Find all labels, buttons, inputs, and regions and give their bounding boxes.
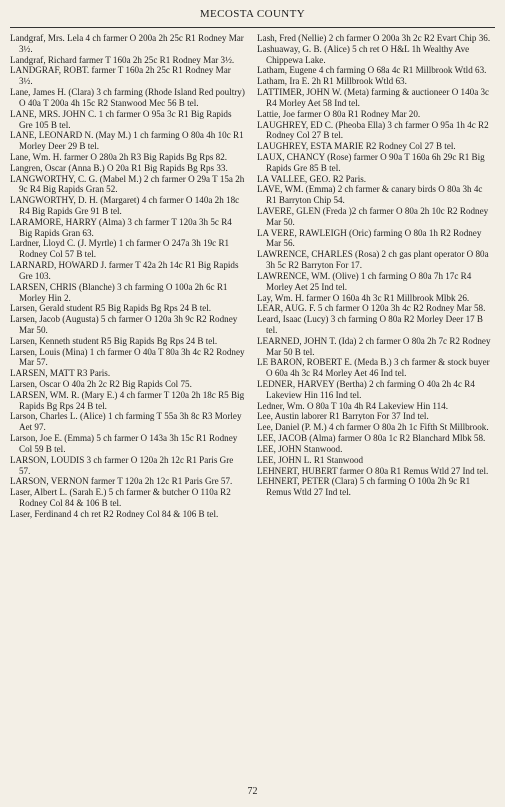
directory-entry: LAVERE, GLEN (Freda )2 ch farmer O 80a 2h 10c R2 Rodney Mar 50. (257, 206, 489, 227)
directory-column-left (10, 33, 246, 520)
directory-entry: LAUGHREY, ESTA MARIE R2 Rodney Col 27 B tel. (257, 141, 456, 152)
directory-entry: Larson, Charles L. (Alice) 1 ch farming T 55a 3h 8c R3 Morley Aet 97. (10, 411, 242, 433)
directory-entry: LE BARON, ROBERT E. (Meda B.) 3 ch farmer & stock buyer O 60a 4h 3c R4 Morley Aet 46 Ind tel. (257, 357, 490, 379)
directory-entry: LANE, MRS. JOHN C. 1 ch farmer O 95a 3c R1 Big Rapids Gre 105 B tel. (10, 108, 232, 130)
directory-column-right (257, 33, 493, 498)
directory-entry: Lane, James H. (Clara) 3 ch farming (Rhode Island Red poultry) O 40a T 200a 4h 15c R2 Stanwood Mec 56 B tel. (10, 87, 245, 108)
directory-entry: LARSEN, CHRIS (Blanche) 3 ch farming O 100a 2h 6c R1 Morley Hin 2. (10, 281, 228, 303)
directory-entry: Lay, Wm. H. farmer O 160a 4h 3c R1 Millbrook Mlbk 26. (257, 292, 470, 303)
directory-entry: LAUGHREY, ED C. (Pheoba Ella) 3 ch farmer O 95a 1h 4c R2 Rodney Col 27 B tel. (257, 119, 489, 141)
header-rule (10, 27, 495, 28)
directory-entry: LANGWORTHY, D. H. (Margaret) 4 ch farmer O 140a 2h 18c R4 Big Rapids Gre 91 B tel. (10, 195, 240, 216)
directory-entry: Lee, Austin laborer R1 Barryton For 37 Ind tel. (257, 411, 429, 422)
directory-entry: Larsen, Gerald student R5 Big Rapids Bg Rps 24 B tel. (10, 303, 212, 314)
directory-entry: Lardner, Lloyd C. (J. Myrtle) 1 ch farmer O 247a 3h 19c R1 Rodney Col 57 B tel. (10, 238, 230, 260)
directory-entry: LEE, JOHN Stanwood. (257, 443, 343, 454)
directory-entry: LEE, JOHN L. R1 Stanwood (257, 454, 364, 465)
directory-entry: Ledner, Wm. O 80a T 10a 4h R4 Lakeview Hin 114. (257, 400, 448, 411)
directory-entry: LATTIMER, JOHN W. (Meta) farming & auctioneer O 140a 3c R4 Morley Aet 58 Ind tel. (257, 87, 490, 108)
directory-entry: Lee, Daniel (P. M.) 4 ch farmer O 80a 2h 1c Fifth St Millbrook. (257, 422, 489, 433)
directory-entry: Langren, Oscar (Anna B.) O 20a R1 Big Rapids Bg Rps 33. (10, 162, 228, 173)
directory-entry: Latham, Ira E. 2h R1 Millbrook Wtld 63. (257, 76, 407, 87)
directory-entry: LA VALLEE, GEO. R2 Paris. (257, 173, 367, 184)
directory-entry: Larsen, Oscar O 40a 2h 2c R2 Big Rapids Col 75. (10, 379, 192, 389)
page-number: 72 (247, 786, 258, 797)
directory-entry: LEE, JACOB (Alma) farmer O 80a 1c R2 Blanchard Mlbk 58. (257, 433, 486, 444)
directory-entry: LARNARD, HOWARD J. farmer T 42a 2h 14c R1 Big Rapids Gre 103. (10, 260, 239, 281)
directory-entry: Lane, Wm. H. farmer O 280a 2h R3 Big Rapids Bg Rps 82. (10, 151, 228, 162)
directory-entry: LEHNERT, HUBERT farmer O 80a R1 Remus Wtld 27 Ind tel. (257, 465, 489, 476)
directory-entry: LANE, LEONARD N. (May M.) 1 ch farming O 80a 4h 10c R1 Morley Deer 29 B tel. (10, 130, 244, 152)
page-header: MECOSTA COUNTY (199, 8, 306, 20)
directory-entry: LEARNED, JOHN T. (Ida) 2 ch farmer O 80a 2h 7c R2 Rodney Mar 50 B tel. (257, 335, 491, 357)
directory-entry: LARSEN, WM. R. (Mary E.) 4 ch farmer T 120a 2h 18c R5 Big Rapids Bg Rps 24 B tel. (10, 389, 245, 411)
directory-entry: Larsen, Jacob (Augusta) 5 ch farmer O 120a 3h 9c R2 Rodney Mar 50. (10, 314, 238, 335)
directory-entry: LA VERE, RAWLEIGH (Oric) farming O 80a 1h R2 Rodney Mar 56. (257, 227, 482, 249)
directory-entry: LAUX, CHANCY (Rose) farmer O 90a T 160a 6h 29c R1 Big Rapids Gre 85 B tel. (257, 151, 485, 173)
directory-entry: LEDNER, HARVEY (Bertha) 2 ch farming O 40a 2h 4c R4 Lakeview Hin 116 Ind tel. (257, 379, 475, 400)
directory-entry: LARAMORE, HARRY (Alma) 3 ch farmer T 120a 3h 5c R4 Big Rapids Gran 63. (10, 216, 232, 238)
directory-entry: Landgraf, Mrs. Lela 4 ch farmer O 200a 2h 25c R1 Rodney Mar 3½. (10, 33, 244, 54)
directory-entry: Lashuaway, G. B. (Alice) 5 ch ret O H&L 1h Wealthy Ave Chippewa Lake. (257, 43, 470, 65)
directory-entry: LARSON, LOUDIS 3 ch farmer O 120a 2h 12c R1 Paris Gre 57. (10, 454, 234, 476)
directory-entry: LEHNERT, PETER (Clara) 5 ch farming O 100a 2h 9c R1 Remus Wtld 27 Ind tel. (257, 476, 471, 498)
directory-entry: Larson, Joe E. (Emma) 5 ch farmer O 143a 3h 15c R1 Rodney Col 59 B tel. (10, 433, 238, 454)
directory-entry: LANGWORTHY, C. G. (Mabel M.) 2 ch farmer O 29a T 15a 2h 9c R4 Big Rapids Gran 52. (10, 173, 245, 195)
directory-entry: LEAR, AUG. F. 5 ch farmer O 120a 3h 4c R2 Rodney Mar 58. (257, 303, 486, 314)
directory-entry: Lash, Fred (Nellie) 2 ch farmer O 200a 3h 2c R2 Evart Chip 36. (257, 33, 491, 43)
directory-entry: LAVE, WM. (Emma) 2 ch farmer & canary birds O 80a 3h 4c R1 Barryton Chip 54. (257, 184, 483, 206)
directory-entry: Laser, Albert L. (Sarah E.) 5 ch farmer & butcher O 110a R2 Rodney Col 84 & 106 B tel. (10, 487, 231, 508)
directory-entry: Leard, Isaac (Lucy) 3 ch farming O 80a R2 Morley Deer 17 B tel. (257, 314, 483, 335)
directory-entry: Larsen, Kenneth student R5 Big Rapids Bg Rps 24 B tel. (10, 335, 218, 346)
directory-entry: Larsen, Louis (Mina) 1 ch farmer O 40a T 80a 3h 4c R2 Rodney Mar 57. (10, 346, 245, 368)
directory-entry: Laser, Ferdinand 4 ch ret R2 Rodney Col 84 & 106 B tel. (10, 508, 219, 519)
directory-entry: LAWRENCE, WM. (Olive) 1 ch farming O 80a 7h 17c R4 Morley Aet 25 Ind tel. (257, 270, 472, 292)
directory-entry: LARSON, VERNON farmer T 120a 2h 12c R1 Paris Gre 57. (10, 476, 233, 487)
directory-entry: LARSEN, MATT R3 Paris. (10, 368, 111, 379)
directory-entry: LAWRENCE, CHARLES (Rosa) 2 ch gas plant operator O 80a 3h 5c R2 Barryton For 17. (257, 249, 489, 271)
directory-entry: Landgraf, Richard farmer T 160a 2h 25c R1 Rodney Mar 3½. (10, 54, 235, 65)
directory-entry: LANDGRAF, ROBT. farmer T 160a 2h 25c R1 Rodney Mar 3½. (10, 65, 231, 87)
directory-entry: Lattie, Joe farmer O 80a R1 Rodney Mar 20. (257, 108, 421, 119)
directory-entry: Latham, Eugene 4 ch farming O 68a 4c R1 Millbrook Wtld 63. (257, 65, 487, 76)
